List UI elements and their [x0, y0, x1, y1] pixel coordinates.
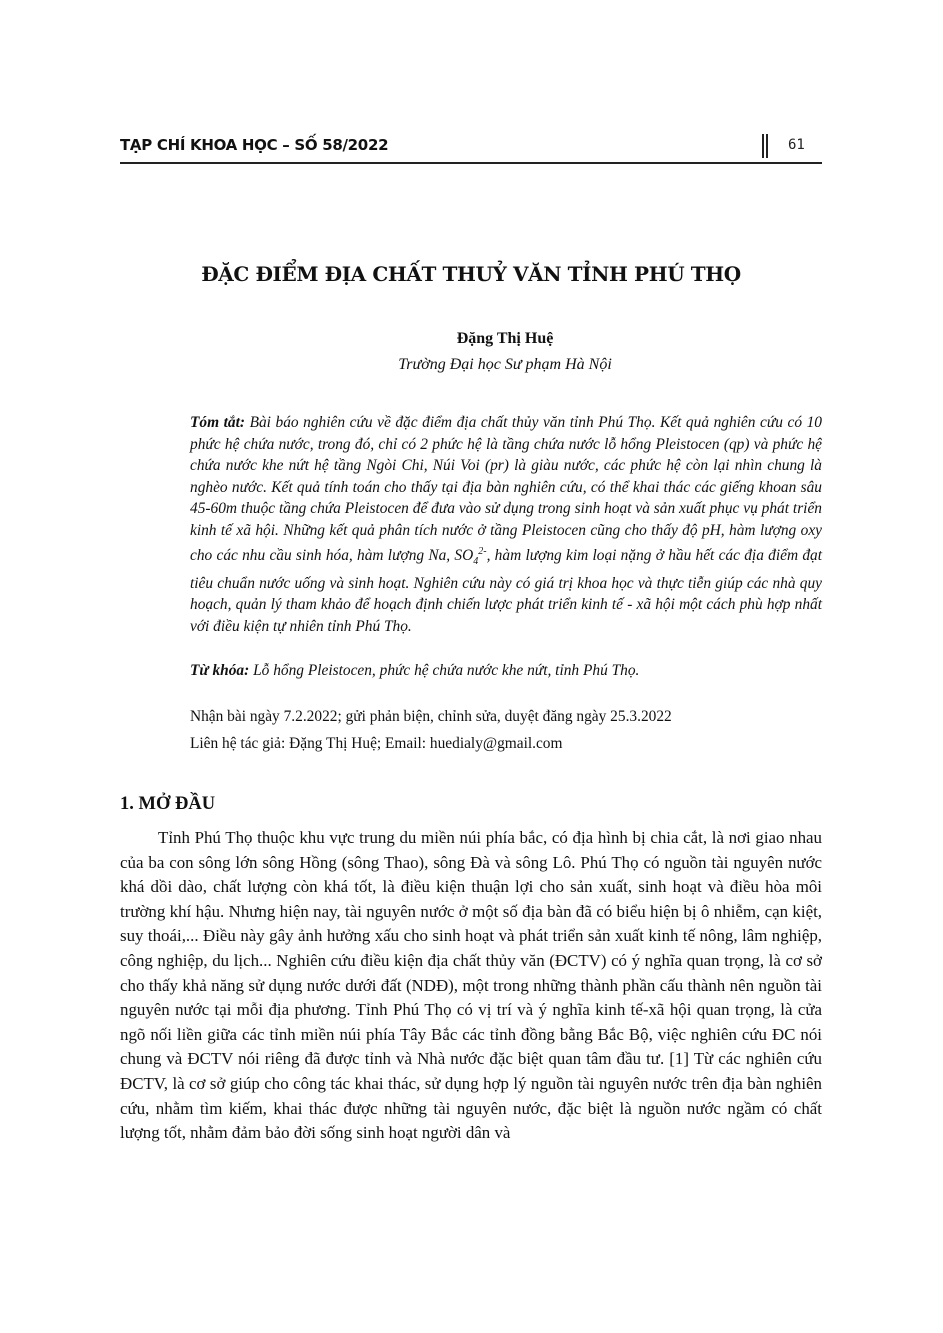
- abstract-superscript: 2-: [478, 546, 487, 557]
- author-affiliation: Trường Đại học Sư phạm Hà Nội: [398, 356, 612, 373]
- abstract-subscript: 4: [473, 556, 479, 568]
- received-dates: Nhận bài ngày 7.2.2022; gửi phản biện, chỉnh sửa, duyệt đăng ngày 25.3.2022: [190, 708, 672, 725]
- keywords-text: Lỗ hổng Pleistocen, phức hệ chứa nước khe nứt, tỉnh Phú Thọ.: [249, 662, 640, 679]
- page-number: 61: [788, 137, 805, 153]
- abstract-text-part2: , hàm lượng kim loại nặng ở hầu hết các địa điểm đạt tiêu chuẩn nước uống và sinh hoạt. Nghiên cứu này có giá trị khoa học và thực tiễn giúp các nhà quy hoạch, quản lý tham khảo để hoạch định chiến lược phát triển kinh tế - xã hội một cách phù hợp nhất với điều kiện tự nhiên tỉnh Phú Thọ.: [190, 547, 822, 635]
- running-header: [120, 132, 822, 164]
- journal-name: TẠP CHÍ KHOA HỌC – SỐ 58/2022: [120, 136, 389, 154]
- body-paragraph: Tỉnh Phú Thọ thuộc khu vực trung du miền núi phía bắc, có địa hình bị chia cắt, là nơi giao nhau của ba con sông lớn sông Hồng (sông Thao), sông Đà và sông Lô. Phú Thọ có nguồn tài nguyên nước khá dồi dào, chất lượng còn khá tốt, là điều kiện thuận lợi cho sản xuất, sinh hoạt và điều hòa môi trường khí hậu. Nhưng hiện nay, tài nguyên nước ở một số địa bàn đã có biểu hiện bị ô nhiễm, cạn kiệt, suy thoái,... Điều này gây ảnh hưởng xấu cho sinh hoạt và phát triển sản xuất kinh tế nông, lâm nghiệp, công nghiệp, du lịch... Nghiên cứu điều kiện địa chất thủy văn (ĐCTV) có ý nghĩa quan trọng, là cơ sở cho thấy khả năng sử dụng nước dưới đất (NDĐ), một trong những thành phần cấu thành nên nguồn tài nguyên nước tại mỗi địa phương. Tỉnh Phú Thọ có vị trí và ý nghĩa kinh tế-xã hội quan trọng, là cửa ngõ nối liền giữa các tỉnh miền núi phía Tây Bắc các tỉnh đồng bằng Bắc Bộ, việc nghiên cứu ĐC nói chung và ĐCTV nói riêng đã được tỉnh và Nhà nước đặc biệt quan tâm đầu tư. [1] Từ các nghiên cứu ĐCTV, là cơ sở giúp cho công tác khai thác, sử dụng hợp lý nguồn tài nguyên nước trên địa bàn nghiên cứu, nhằm tìm kiếm, khai thác được những tài nguyên nước, đặc biệt là nguồn nước ngầm có chất lượng tốt, nhằm đảm bảo đời sống sinh hoạt người dân và: [120, 828, 822, 1143]
- author-name: Đặng Thị Huệ: [456, 330, 554, 347]
- abstract-text-part1: Bài báo nghiên cứu về đặc điểm địa chất thủy văn tỉnh Phú Thọ. Kết quả nghiên cứu có 10 phức hệ chứa nước, trong đó, chỉ có 2 phức hệ là tầng chứa nước lỗ hổng Pleistocen (qp) và phức hệ chứa nước khe nứt hệ tầng Ngòi Chi, Núi Voi (pr) là giàu nước, các phức hệ còn lại nhìn chung là nghèo nước. Kết quả tính toán cho thấy tại địa bàn nghiên cứu, có thể khai thác các giếng khoan sâu 45-60m thuộc tầng chứa Pleistocen để đưa vào sử dụng trong sinh hoạt và sản xuất phục vụ phát triển kinh tế xã hội. Những kết quả phân tích nước ở tầng Pleistocen cũng cho thấy độ pH, hàm lượng oxy cho các nhu cầu sinh hóa, hàm lượng Na, SO: [190, 414, 822, 565]
- header-divider-bars: [762, 134, 768, 158]
- article-title: ĐẶC ĐIỂM ĐỊA CHẤT THUỶ VĂN TỈNH PHÚ THỌ: [201, 262, 741, 286]
- keywords: [190, 660, 822, 682]
- abstract: [190, 412, 822, 637]
- author-contact: Liên hệ tác giả: Đặng Thị Huệ; Email: huedialy@gmail.com: [190, 735, 563, 752]
- section-heading: 1. MỞ ĐẦU: [120, 794, 216, 814]
- abstract-label: Tóm tắt:: [190, 414, 246, 431]
- keywords-label: Từ khóa:: [190, 662, 250, 679]
